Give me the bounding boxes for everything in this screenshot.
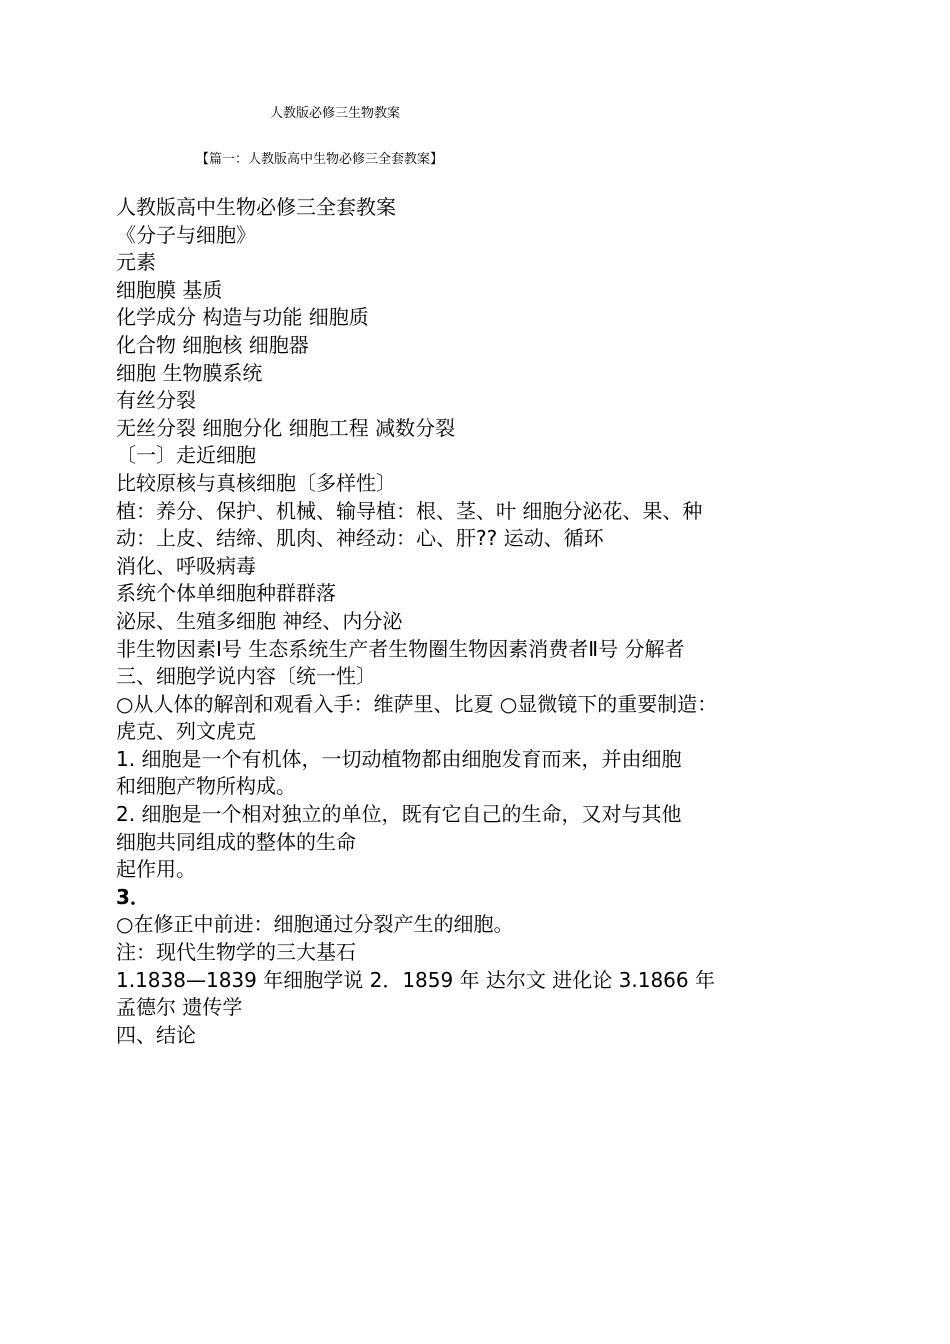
body-line: 三、细胞学说内容〔统一性〕 — [116, 664, 376, 689]
document-subtitle: 【篇一：人教版高中生物必修三全套教案】 — [196, 152, 444, 167]
body-line: 非生物因素Ⅰ号 生态系统生产者生物圈生物因素消费者Ⅱ号 分解者 — [116, 636, 685, 661]
body-line: 元素 — [116, 250, 156, 275]
document-title: 人教版必修三生物教案 — [270, 106, 401, 121]
body-line: 动：上皮、结缔、肌肉、神经动：心、肝?? 运动、循环 — [116, 526, 604, 551]
body-line: 泌尿、生殖多细胞 神经、内分泌 — [116, 608, 403, 633]
body-line: 2. 细胞是一个相对独立的单位，既有它自己的生命，又对与其他 — [116, 802, 682, 827]
body-line: 孟德尔 遗传学 — [116, 995, 243, 1020]
body-line: 1. 细胞是一个有机体，一切动植物都由细胞发育而来，并由细胞 — [116, 746, 682, 771]
body-line: 细胞膜 基质 — [116, 277, 223, 302]
body-line: 细胞 生物膜系统 — [116, 360, 263, 385]
body-line: 化学成分 构造与功能 细胞质 — [116, 305, 369, 330]
body-line: 比较原核与真核细胞〔多样性〕 — [116, 470, 396, 495]
body-line-heading: 人教版高中生物必修三全套教案 — [116, 195, 396, 219]
body-line: ○从人体的解剖和观看入手：维萨里、比夏 ○显微镜下的重要制造： — [116, 691, 718, 716]
body-line: 细胞共同组成的整体的生命 — [116, 829, 356, 854]
body-line: 虎克、列文虎克 — [116, 719, 256, 744]
body-line: 无丝分裂 细胞分化 细胞工程 减数分裂 — [116, 415, 456, 440]
body-line: ○在修正中前进：细胞通过分裂产生的细胞。 — [116, 912, 514, 937]
document-body — [116, 194, 816, 1049]
body-line: 有丝分裂 — [116, 388, 196, 413]
body-line: 3． — [116, 884, 150, 909]
body-line: 和细胞产物所构成。 — [116, 774, 296, 799]
body-line: 植：养分、保护、机械、输导植：根、茎、叶 细胞分泌花、果、种 — [116, 498, 703, 523]
body-line: 起作用。 — [116, 857, 196, 882]
body-line: 《分子与细胞》 — [116, 222, 256, 247]
body-line: 系统个体单细胞种群群落 — [116, 581, 336, 606]
body-line: 1.1838—1839 年细胞学说 2．1859 年 达尔文 进化论 3.1866 年 — [116, 967, 715, 992]
body-line: 消化、呼吸病毒 — [116, 553, 256, 578]
body-line: 注：现代生物学的三大基石 — [116, 940, 356, 965]
body-line: 〔一〕走近细胞 — [116, 443, 256, 468]
body-line: 化合物 细胞核 细胞器 — [116, 332, 309, 357]
body-line: 四、结论 — [116, 1022, 196, 1047]
